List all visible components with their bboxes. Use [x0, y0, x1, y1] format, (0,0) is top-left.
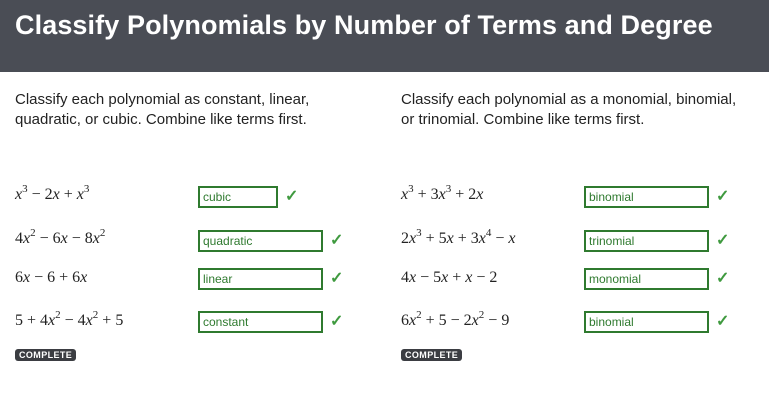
check-icon: ✓ [285, 188, 299, 205]
check-icon: ✓ [716, 188, 730, 205]
right-instructions: Classify each polynomial as a monomial, binomial, or trinomial. Combine like terms first. [401, 91, 737, 128]
left-expression-2: $4x^2 - 6x - 8x^2$ [15, 226, 106, 247]
left-instructions: Classify each polynomial as constant, linear, quadratic, or cubic. Combine like terms first. [15, 91, 310, 128]
right-expression-1: $x^3 + 3x^3 + 2x$ [401, 182, 484, 203]
check-icon: ✓ [330, 313, 344, 330]
right-complete-badge: COMPLETE [401, 349, 462, 361]
right-answer-2[interactable]: trinomial [584, 230, 709, 252]
left-expression-4: $5 + 4x^2 - 4x^2 + 5$ [15, 308, 124, 329]
check-icon: ✓ [716, 232, 730, 249]
page-header [0, 0, 769, 72]
left-answer-3[interactable]: linear [198, 268, 323, 290]
page-title: Classify Polynomials by Number of Terms and Degree [15, 10, 713, 40]
right-expression-3: 4x − 5x + x − 2 [401, 269, 498, 286]
check-icon: ✓ [330, 232, 344, 249]
right-answer-3[interactable]: monomial [584, 268, 709, 290]
left-answer-2[interactable]: quadratic [198, 230, 323, 252]
left-expression-1: $x^3 - 2x + x^3$ [15, 182, 90, 203]
check-icon: ✓ [330, 270, 344, 287]
left-answer-1[interactable]: cubic [198, 186, 278, 208]
left-complete-badge: COMPLETE [15, 349, 76, 361]
right-answer-1[interactable]: binomial [584, 186, 709, 208]
left-expression-3: 6x − 6 + 6x [15, 269, 88, 286]
check-icon: ✓ [716, 313, 730, 330]
right-expression-2: $2x^3 + 5x + 3x^4 - x$ [401, 226, 516, 247]
check-icon: ✓ [716, 270, 730, 287]
left-answer-4[interactable]: constant [198, 311, 323, 333]
right-answer-4[interactable]: binomial [584, 311, 709, 333]
right-expression-4: $6x^2 + 5 - 2x^2 - 9$ [401, 308, 510, 329]
